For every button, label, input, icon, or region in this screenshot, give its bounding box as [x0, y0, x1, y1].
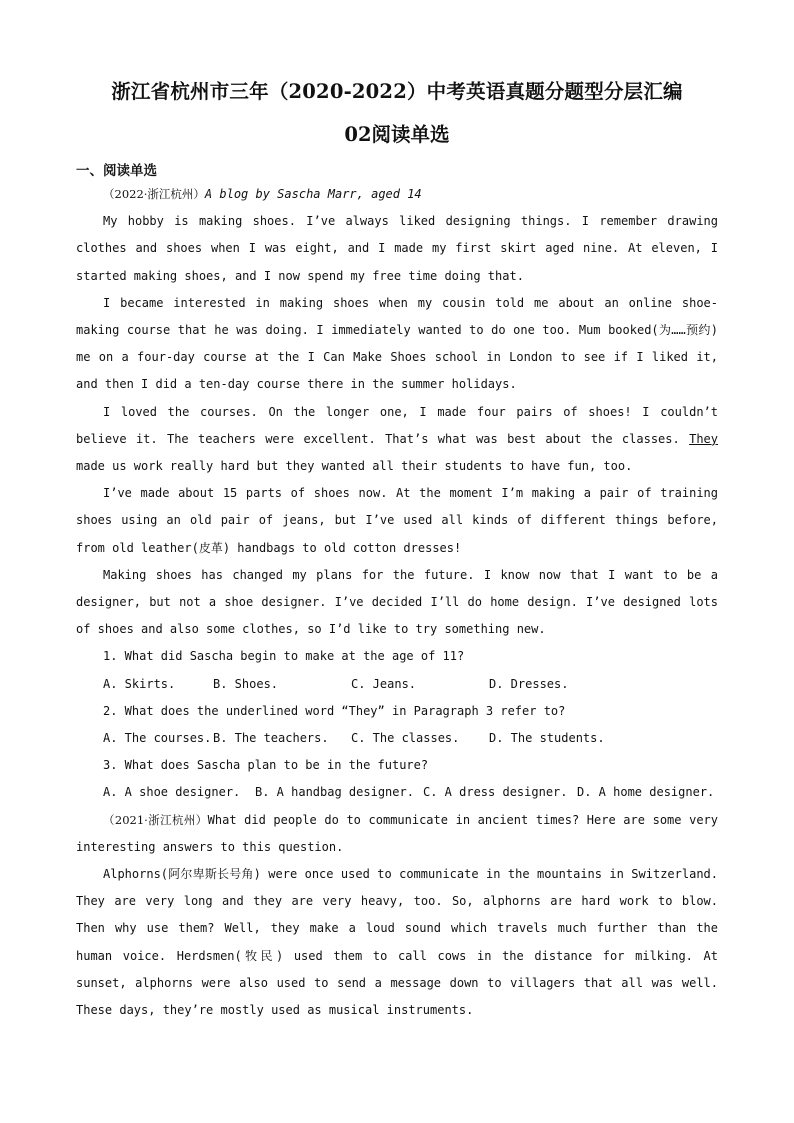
passage2-source: （2021·浙江杭州） — [103, 812, 208, 827]
question-3-option-c: C. A dress designer. — [423, 785, 568, 800]
question-1-stem: 1. What did Sascha begin to make at the age of 11? — [103, 649, 465, 664]
question-1-option-a: A. Skirts. — [103, 676, 176, 691]
passage1-paragraph-1: My hobby is making shoes. I’ve always liked designing things. I remember drawing clothes and shoes when I was eight, and I made my first skirt aged nine. At eleven, I started making shoes, and I now spend my free time doing that. — [76, 214, 718, 283]
passage1-paragraph-5: Making shoes has changed my plans for the future. I know now that I want to be a designer, but not a shoe designer. I’ve decided I’ll do home design. I’ve designed lots of shoes and also some clothes, so I’d like to try something new. — [76, 567, 718, 637]
question-3-stem: 3. What does Sascha plan to be in the future? — [103, 758, 429, 773]
passage2-paragraph-1: Alphorns(阿尔卑斯长号角) were once used to communicate in the mountains in Switzerland. They are very long and they are very heavy, too. So, alphorns are hard work to blow. Then why use them? Well, they make a loud sound which travels much further than the human voice. Herdsmen(牧民) used them to call cows in the distance for milking. At sunset, alphorns were also used to send a message down to villagers that all was well. These days, they’re mostly used as musical instruments. — [76, 867, 718, 1018]
question-3-option-d: D. A home designer. — [577, 785, 715, 800]
question-1-option-d: D. Dresses. — [489, 676, 569, 691]
document-title: 浙江省杭州市三年（2020-2022）中考英语真题分题型分层汇编 — [111, 80, 683, 103]
question-2-option-b: B. The teachers. — [213, 731, 329, 746]
question-1-option-c: C. Jeans. — [351, 676, 417, 691]
question-3-options — [76, 779, 718, 806]
passage1-paragraph-2: I became interested in making shoes when my cousin told me about an online shoe-making course that he was doing. I immediately wanted to do one too. Mum booked(为……预约) me on a four-day course at the I Can Make Shoes school in London to see if I liked it, and then I did a ten-day course there in the summer holidays. — [76, 295, 718, 392]
question-2-stem: 2. What does the underlined word “They” in Paragraph 3 refer to? — [103, 703, 566, 718]
passage1-paragraph-4: I’ve made about 15 parts of shoes now. At the moment I’m making a pair of training shoes using an old pair of jeans, but I’ve used all kinds of different things before, from old leather(皮革) handbags to old cotton dresses! — [76, 486, 718, 555]
section-heading: 一、阅读单选 — [76, 163, 157, 179]
question-1-option-b: B. Shoes. — [213, 676, 279, 691]
question-2-option-c: C. The classes. — [351, 731, 460, 746]
question-3-option-b: B. A handbag designer. — [255, 785, 414, 800]
question-1-options — [76, 671, 718, 698]
question-2-options — [76, 725, 718, 752]
underlined-word-they: They — [689, 431, 718, 446]
passage1-intro — [76, 181, 718, 208]
document-subtitle: 02阅读单选 — [344, 123, 450, 146]
question-2-option-d: D. The students. — [489, 731, 605, 746]
passage1-paragraph-3: I loved the courses. On the longer one, I made four pairs of shoes! I couldn’t believe it. The teachers were excellent. That’s what was best about the classes. They made us work really hard but they wanted all their students to have fun, too. — [76, 404, 718, 474]
passage1-source: （2022·浙江杭州） — [103, 187, 205, 201]
question-3-option-a: A. A shoe designer. — [103, 785, 241, 800]
passage-body — [76, 181, 718, 1024]
passage2-intro: （2021·浙江杭州）What did people do to communicate in ancient times? Here are some very interesting answers to this question. — [76, 812, 719, 854]
passage1-blog-title: A blog by Sascha Marr, aged 14 — [204, 187, 422, 201]
question-2-option-a: A. The courses. — [103, 731, 212, 746]
